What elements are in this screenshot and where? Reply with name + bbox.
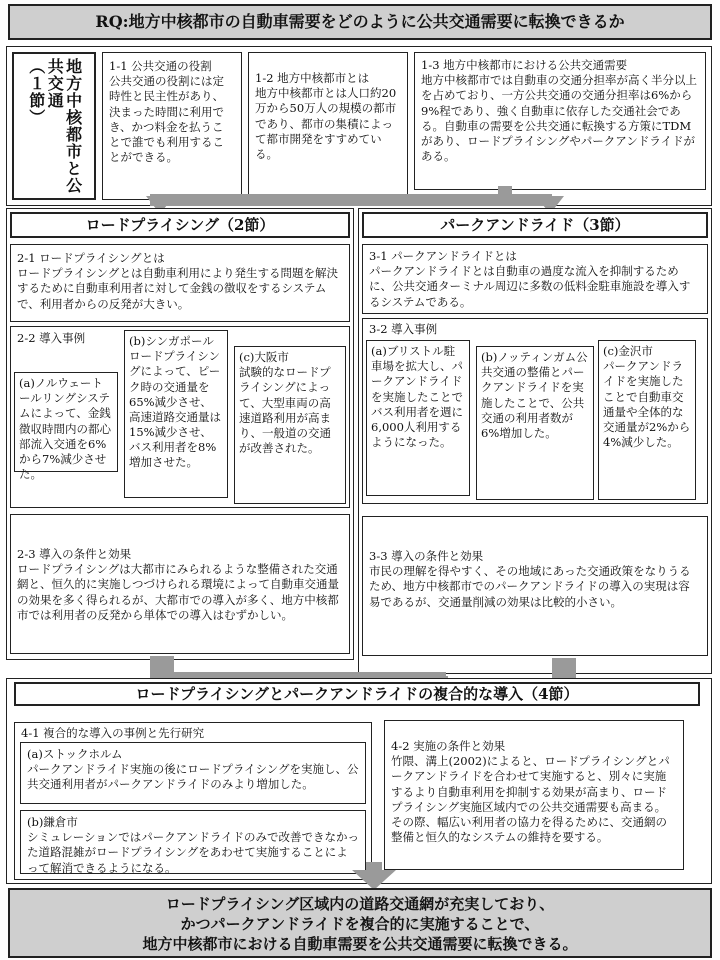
research-question: RQ:地方中核都市の自動車需要をどのように公共交通需要に転換できるか: [95, 12, 625, 31]
box-3-1-text: 3-1 パークアンドライドとは パークアンドライドとは自動車の過度な流入を抑制するために、公共交通ターミナル周辺に多数の低料金駐車施設を導入するシステムである。: [369, 249, 691, 309]
research-question-box: [8, 4, 712, 40]
case-4-1-a-text: (a)ストックホルム パークアンドライド実施の後にロードプライシングを実施し、公共交通利用者がパークアンドライドのみより増加した。: [27, 747, 359, 792]
box-3-3: [362, 516, 708, 656]
box-1-1: [102, 52, 242, 200]
section4-title: ロードプライシングとパークアンドライドの複合的な導入（4節）: [135, 685, 579, 703]
section1-label: 地方中核都市と公共交通 （１節）: [26, 58, 83, 194]
case-2-2-a-text: (a)ノルウェートールリングシステムによって、金銭徴収時間内の都心部流入交通を6%から7%減少させた。: [19, 376, 111, 482]
section3-title-box: [362, 212, 708, 238]
box-2-3-text: 2-3 導入の条件と効果 ロードプライシングは大都市にみられるような整備された交通網と、恒久的に実施しつづけられる環境によって自動車交通量の効果を多く得られるが、大都市での導入が多く、地方中核都市では利用者の反発から単体での導入はむずかしい。: [17, 547, 339, 622]
box-1-2: [248, 52, 408, 200]
case-3-2-c: [598, 340, 696, 500]
connector-right: [552, 658, 576, 678]
section3-title: パークアンドライド（3節）: [440, 216, 630, 234]
box-2-1-text: 2-1 ロードプライシングとは ロードプライシングとは自動車利用により発生する問題を解決するために自動車利用者に対して金銭の徴収をするシステムで、利用者からの反発が大きい。: [17, 251, 339, 311]
conclusion-box: [8, 888, 712, 958]
box-4-1-heading: 4-1 複合的な導入の事例と先行研究: [21, 726, 205, 740]
box-2-3: [10, 514, 350, 654]
box-1-3: [414, 52, 706, 190]
case-3-2-c-text: (c)金沢市 パークアンドライドを実施したことで自動車交通量や全体的な交通量が2%から4%減少した。: [603, 344, 691, 450]
section2-title: ロードプライシング（2節）: [85, 216, 275, 234]
case-2-2-c: [234, 346, 346, 504]
box-2-2-heading: 2-2 導入事例: [17, 331, 86, 345]
case-2-2-b-text: (b)シンガポールロードプライシングによって、ピーク時の交通量を65%減少させ、高速道路交通量は15%減少させ、バス利用者を8%増加させた。: [129, 334, 221, 470]
case-4-1-a: [20, 742, 366, 804]
box-4-2-text: 4-2 実施の条件と効果 竹隈、溝上(2002)によると、ロードプライシングとパークアンドライドを合わせて実施すると、別々に実施するより自動車利用を抑制する効果が高まり、ロードプライシング実施区域内での公共交通需要も高まる。その際、幅広い利用者の協力を得るために、交通網の整備と恒久的なシステムの維持を要する。: [391, 739, 670, 845]
connector-stem: [498, 186, 512, 198]
case-3-2-a: [366, 340, 470, 496]
box-3-3-text: 3-3 導入の条件と効果 市民の理解を得やすく、その地域にあった交通政策をなりうるため、地方中核都市でのパークアンドライドの導入の実現は容易であるが、交通量削減の効果は比較的小さい。: [369, 549, 691, 609]
connector-bar: [150, 194, 552, 206]
case-2-2-a: [14, 372, 118, 482]
box-3-1: [362, 244, 708, 314]
box-4-2: [384, 720, 684, 870]
box-1-3-text: 1-3 地方中核都市における公共交通需要 地方中核都市では自動車の交通分担率が高く半分以上を占めており、一方公共交通の交通分担率は6%から9%程であり、強く自動車に依存した交通社会である。自動車の需要を公共交通に転換する方策にTDMがあり、ロードプライシングやパークアンドライドがある。: [421, 58, 697, 164]
case-4-1-b: [20, 810, 366, 874]
case-3-2-b-text: (b)ノッティンガム公共交通の整備とパークアンドライドを実施したことで、公共交通の利用者数が6%増加した。: [481, 350, 588, 440]
box-2-1: [10, 244, 350, 322]
case-3-2-b: [476, 346, 594, 500]
case-2-2-b: [124, 330, 228, 498]
box-1-1-text: 1-1 公共交通の役割 公共交通の役割には定時性と民主性があり、決まった時間に利用でき、かつ料金を払うことで誰でも利用することができる。: [109, 59, 224, 165]
section2-title-box: [10, 212, 350, 238]
section1-label-box: [12, 52, 96, 200]
case-2-2-c-text: (c)大阪市 試験的なロードプライシングによって、大型車両の高速道路利用が高まり、一般道の交通が改善された。: [239, 350, 331, 456]
case-3-2-a-text: (a)ブリストル駐車場を拡大し、パークアンドライドを実施したことでバス利用者を週に6,000人利用するようになった。: [371, 344, 463, 450]
case-4-1-b-text: (b)鎌倉市 シミュレーションではパークアンドライドのみで改善できなかった道路混雑がロードプライシングをあわせて実施することによって解消できるようになる。: [27, 815, 360, 875]
box-3-2-heading: 3-2 導入事例: [369, 322, 438, 336]
box-1-2-text: 1-2 地方中核都市とは 地方中核都市とは人口約20万から50万人の規模の都市であり、都市の集積によって都市開発をすすめている。: [255, 71, 397, 161]
conclusion-text: ロードプライシング区域内の道路交通網が充実しており、 かつパークアンドライドを複合的に実施することで、 地方中核都市における自動車需要を公共交通需要に転換できる。: [142, 895, 578, 953]
section4-title-box: [14, 682, 700, 706]
